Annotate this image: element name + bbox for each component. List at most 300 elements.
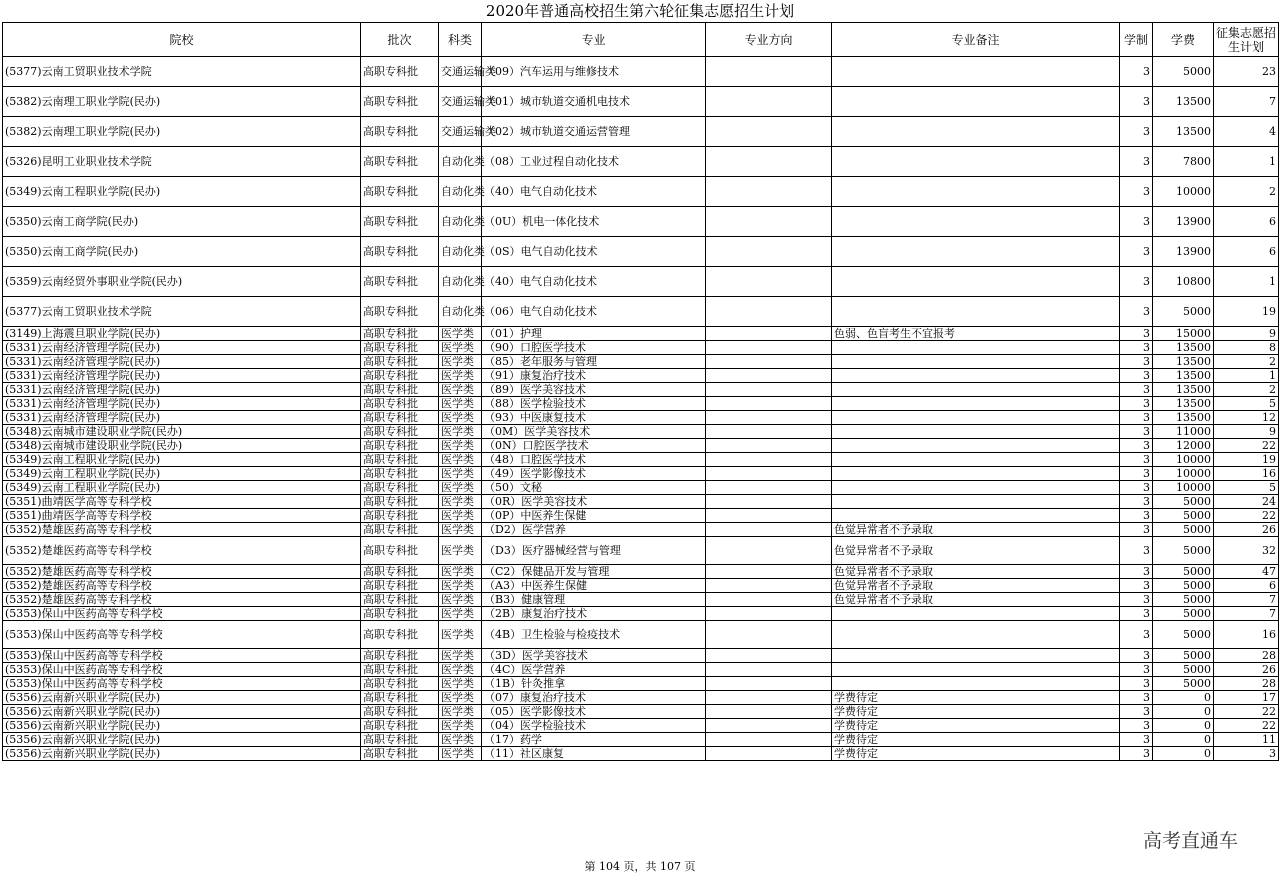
cell-category: 自动化类 <box>439 207 482 237</box>
cell-remark <box>832 237 1120 267</box>
cell-years: 3 <box>1120 705 1153 719</box>
cell-direction <box>706 621 832 649</box>
cell-category: 医学类 <box>439 481 482 495</box>
table-row <box>3 383 1279 397</box>
cell-fee: 10000 <box>1153 453 1214 467</box>
cell-remark: 色觉异常者不予录取 <box>832 579 1120 593</box>
cell-school: (5356)云南新兴职业学院(民办) <box>3 705 361 719</box>
table-row <box>3 355 1279 369</box>
cell-batch: 高职专科批 <box>361 747 439 761</box>
cell-quota: 1 <box>1214 147 1279 177</box>
table-row <box>3 649 1279 663</box>
cell-fee: 10000 <box>1153 467 1214 481</box>
cell-remark <box>832 481 1120 495</box>
cell-remark <box>832 677 1120 691</box>
cell-fee: 5000 <box>1153 649 1214 663</box>
cell-remark <box>832 453 1120 467</box>
cell-direction <box>706 57 832 87</box>
cell-major: （0R）医学美容技术 <box>482 495 706 509</box>
cell-category: 医学类 <box>439 705 482 719</box>
cell-remark <box>832 397 1120 411</box>
cell-years: 3 <box>1120 593 1153 607</box>
cell-direction <box>706 593 832 607</box>
cell-fee: 10000 <box>1153 481 1214 495</box>
cell-school: (5359)云南经贸外事职业学院(民办) <box>3 267 361 297</box>
cell-category: 医学类 <box>439 397 482 411</box>
cell-remark: 学费待定 <box>832 705 1120 719</box>
cell-direction <box>706 663 832 677</box>
cell-quota: 23 <box>1214 57 1279 87</box>
cell-years: 3 <box>1120 621 1153 649</box>
cell-quota: 11 <box>1214 733 1279 747</box>
cell-category: 医学类 <box>439 747 482 761</box>
cell-remark: 学费待定 <box>832 733 1120 747</box>
cell-direction <box>706 649 832 663</box>
cell-direction <box>706 677 832 691</box>
cell-fee: 5000 <box>1153 579 1214 593</box>
cell-batch: 高职专科批 <box>361 439 439 453</box>
cell-remark: 色弱、色盲考生不宜报考 <box>832 327 1120 341</box>
cell-school: (5377)云南工贸职业技术学院 <box>3 297 361 327</box>
table-row <box>3 467 1279 481</box>
cell-years: 3 <box>1120 565 1153 579</box>
cell-remark <box>832 207 1120 237</box>
cell-batch: 高职专科批 <box>361 537 439 565</box>
cell-quota: 2 <box>1214 355 1279 369</box>
cell-batch: 高职专科批 <box>361 327 439 341</box>
cell-school: (5352)楚雄医药高等专科学校 <box>3 523 361 537</box>
table-row <box>3 425 1279 439</box>
cell-fee: 0 <box>1153 747 1214 761</box>
cell-years: 3 <box>1120 649 1153 663</box>
cell-quota: 2 <box>1214 383 1279 397</box>
cell-category: 自动化类 <box>439 237 482 267</box>
cell-years: 3 <box>1120 147 1153 177</box>
table-row <box>3 117 1279 147</box>
cell-category: 自动化类 <box>439 297 482 327</box>
table-row <box>3 719 1279 733</box>
cell-fee: 5000 <box>1153 663 1214 677</box>
cell-fee: 13500 <box>1153 369 1214 383</box>
cell-major: （48）口腔医学技术 <box>482 453 706 467</box>
table-row <box>3 237 1279 267</box>
cell-quota: 16 <box>1214 467 1279 481</box>
cell-remark <box>832 341 1120 355</box>
cell-direction <box>706 341 832 355</box>
cell-remark <box>832 439 1120 453</box>
cell-major: （0N）口腔医学技术 <box>482 439 706 453</box>
cell-school: (5356)云南新兴职业学院(民办) <box>3 747 361 761</box>
cell-category: 医学类 <box>439 649 482 663</box>
cell-school: (5349)云南工程职业学院(民办) <box>3 481 361 495</box>
cell-direction <box>706 207 832 237</box>
cell-quota: 4 <box>1214 117 1279 147</box>
table-row <box>3 87 1279 117</box>
cell-years: 3 <box>1120 747 1153 761</box>
cell-school: (5377)云南工贸职业技术学院 <box>3 57 361 87</box>
cell-remark <box>832 267 1120 297</box>
cell-batch: 高职专科批 <box>361 621 439 649</box>
cell-category: 医学类 <box>439 369 482 383</box>
cell-quota: 1 <box>1214 267 1279 297</box>
cell-quota: 6 <box>1214 237 1279 267</box>
cell-school: (5352)楚雄医药高等专科学校 <box>3 537 361 565</box>
cell-major: （01）护理 <box>482 327 706 341</box>
cell-quota: 5 <box>1214 397 1279 411</box>
cell-school: (5331)云南经济管理学院(民办) <box>3 383 361 397</box>
cell-quota: 47 <box>1214 565 1279 579</box>
cell-quota: 3 <box>1214 747 1279 761</box>
cell-years: 3 <box>1120 467 1153 481</box>
cell-major: （07）康复治疗技术 <box>482 691 706 705</box>
cell-remark: 学费待定 <box>832 719 1120 733</box>
cell-quota: 28 <box>1214 649 1279 663</box>
cell-direction <box>706 87 832 117</box>
cell-major: （01）城市轨道交通机电技术 <box>482 87 706 117</box>
cell-batch: 高职专科批 <box>361 523 439 537</box>
cell-fee: 10800 <box>1153 267 1214 297</box>
cell-quota: 6 <box>1214 207 1279 237</box>
cell-years: 3 <box>1120 579 1153 593</box>
cell-batch: 高职专科批 <box>361 57 439 87</box>
cell-batch: 高职专科批 <box>361 355 439 369</box>
cell-batch: 高职专科批 <box>361 663 439 677</box>
cell-school: (5348)云南城市建设职业学院(民办) <box>3 439 361 453</box>
cell-major: （4B）卫生检验与检疫技术 <box>482 621 706 649</box>
cell-category: 医学类 <box>439 327 482 341</box>
cell-category: 交通运输类 <box>439 117 482 147</box>
cell-major: （C2）保健品开发与管理 <box>482 565 706 579</box>
cell-remark <box>832 117 1120 147</box>
cell-school: (5348)云南城市建设职业学院(民办) <box>3 425 361 439</box>
cell-category: 自动化类 <box>439 177 482 207</box>
cell-quota: 2 <box>1214 177 1279 207</box>
cell-remark <box>832 649 1120 663</box>
cell-quota: 22 <box>1214 509 1279 523</box>
table-row <box>3 453 1279 467</box>
cell-batch: 高职专科批 <box>361 147 439 177</box>
cell-years: 3 <box>1120 425 1153 439</box>
cell-remark <box>832 621 1120 649</box>
cell-school: (5350)云南工商学院(民办) <box>3 237 361 267</box>
cell-direction <box>706 607 832 621</box>
cell-major: （0M）医学美容技术 <box>482 425 706 439</box>
cell-fee: 0 <box>1153 691 1214 705</box>
table-row <box>3 369 1279 383</box>
cell-years: 3 <box>1120 691 1153 705</box>
cell-quota: 28 <box>1214 677 1279 691</box>
cell-years: 3 <box>1120 177 1153 207</box>
cell-major: （0S）电气自动化技术 <box>482 237 706 267</box>
cell-school: (5331)云南经济管理学院(民办) <box>3 411 361 425</box>
cell-school: (5352)楚雄医药高等专科学校 <box>3 579 361 593</box>
cell-category: 医学类 <box>439 495 482 509</box>
cell-category: 交通运输类 <box>439 57 482 87</box>
table-row <box>3 677 1279 691</box>
cell-years: 3 <box>1120 117 1153 147</box>
cell-direction <box>706 369 832 383</box>
table-row <box>3 57 1279 87</box>
cell-direction <box>706 747 832 761</box>
cell-direction <box>706 565 832 579</box>
cell-school: (5349)云南工程职业学院(民办) <box>3 453 361 467</box>
cell-fee: 0 <box>1153 719 1214 733</box>
cell-category: 医学类 <box>439 733 482 747</box>
cell-category: 医学类 <box>439 355 482 369</box>
cell-remark <box>832 369 1120 383</box>
cell-batch: 高职专科批 <box>361 495 439 509</box>
cell-direction <box>706 327 832 341</box>
cell-category: 医学类 <box>439 677 482 691</box>
cell-direction <box>706 425 832 439</box>
cell-category: 医学类 <box>439 341 482 355</box>
cell-batch: 高职专科批 <box>361 237 439 267</box>
cell-major: （40）电气自动化技术 <box>482 177 706 207</box>
cell-major: （05）医学影像技术 <box>482 705 706 719</box>
table-row <box>3 267 1279 297</box>
cell-category: 医学类 <box>439 537 482 565</box>
header-school: 院校 <box>3 23 361 57</box>
table-row <box>3 439 1279 453</box>
cell-quota: 1 <box>1214 369 1279 383</box>
cell-batch: 高职专科批 <box>361 87 439 117</box>
cell-direction <box>706 705 832 719</box>
cell-direction <box>706 453 832 467</box>
cell-major: （89）医学美容技术 <box>482 383 706 397</box>
cell-remark <box>832 147 1120 177</box>
cell-direction <box>706 733 832 747</box>
table-row <box>3 495 1279 509</box>
cell-quota: 22 <box>1214 705 1279 719</box>
table-row <box>3 207 1279 237</box>
cell-quota: 19 <box>1214 453 1279 467</box>
cell-category: 医学类 <box>439 691 482 705</box>
table-row <box>3 663 1279 677</box>
cell-direction <box>706 691 832 705</box>
cell-years: 3 <box>1120 327 1153 341</box>
cell-quota: 9 <box>1214 327 1279 341</box>
cell-years: 3 <box>1120 207 1153 237</box>
cell-quota: 32 <box>1214 537 1279 565</box>
cell-direction <box>706 267 832 297</box>
table-row <box>3 621 1279 649</box>
cell-fee: 13500 <box>1153 87 1214 117</box>
cell-direction <box>706 439 832 453</box>
cell-years: 3 <box>1120 439 1153 453</box>
cell-remark <box>832 383 1120 397</box>
cell-major: （02）城市轨道交通运营管理 <box>482 117 706 147</box>
cell-fee: 5000 <box>1153 57 1214 87</box>
cell-batch: 高职专科批 <box>361 207 439 237</box>
cell-fee: 5000 <box>1153 495 1214 509</box>
table-row <box>3 579 1279 593</box>
cell-direction <box>706 397 832 411</box>
enrollment-plan-table <box>2 22 1279 761</box>
cell-quota: 7 <box>1214 607 1279 621</box>
header-years: 学制 <box>1120 23 1153 57</box>
cell-fee: 13500 <box>1153 411 1214 425</box>
cell-quota: 22 <box>1214 439 1279 453</box>
table-row <box>3 593 1279 607</box>
cell-fee: 5000 <box>1153 607 1214 621</box>
cell-major: （49）医学影像技术 <box>482 467 706 481</box>
cell-major: （88）医学检验技术 <box>482 397 706 411</box>
cell-batch: 高职专科批 <box>361 607 439 621</box>
cell-major: （93）中医康复技术 <box>482 411 706 425</box>
cell-years: 3 <box>1120 719 1153 733</box>
cell-major: （08）工业过程自动化技术 <box>482 147 706 177</box>
cell-remark <box>832 57 1120 87</box>
cell-remark <box>832 467 1120 481</box>
cell-direction <box>706 467 832 481</box>
cell-quota: 8 <box>1214 341 1279 355</box>
cell-major: （85）老年服务与管理 <box>482 355 706 369</box>
cell-fee: 5000 <box>1153 565 1214 579</box>
cell-major: （4C）医学营养 <box>482 663 706 677</box>
cell-major: （B3）健康管理 <box>482 593 706 607</box>
cell-years: 3 <box>1120 481 1153 495</box>
table-row <box>3 523 1279 537</box>
cell-batch: 高职专科批 <box>361 593 439 607</box>
header-major: 专业 <box>482 23 706 57</box>
cell-batch: 高职专科批 <box>361 719 439 733</box>
cell-fee: 11000 <box>1153 425 1214 439</box>
cell-direction <box>706 117 832 147</box>
cell-years: 3 <box>1120 297 1153 327</box>
cell-category: 医学类 <box>439 607 482 621</box>
table-row <box>3 397 1279 411</box>
cell-fee: 5000 <box>1153 537 1214 565</box>
cell-category: 医学类 <box>439 453 482 467</box>
cell-fee: 13900 <box>1153 237 1214 267</box>
cell-years: 3 <box>1120 411 1153 425</box>
cell-school: (5352)楚雄医药高等专科学校 <box>3 565 361 579</box>
cell-batch: 高职专科批 <box>361 579 439 593</box>
table-row <box>3 747 1279 761</box>
cell-category: 医学类 <box>439 383 482 397</box>
cell-direction <box>706 719 832 733</box>
table-row <box>3 481 1279 495</box>
table-row <box>3 705 1279 719</box>
cell-school: (5351)曲靖医学高等专科学校 <box>3 509 361 523</box>
cell-major: （50）文秘 <box>482 481 706 495</box>
table-row <box>3 691 1279 705</box>
table-row <box>3 297 1279 327</box>
cell-quota: 17 <box>1214 691 1279 705</box>
cell-remark <box>832 177 1120 207</box>
cell-quota: 22 <box>1214 719 1279 733</box>
header-quota: 征集志愿招生计划 <box>1214 23 1279 57</box>
cell-major: （40）电气自动化技术 <box>482 267 706 297</box>
table-row <box>3 327 1279 341</box>
cell-fee: 5000 <box>1153 509 1214 523</box>
cell-school: (5353)保山中医药高等专科学校 <box>3 607 361 621</box>
cell-major: （2B）康复治疗技术 <box>482 607 706 621</box>
cell-category: 医学类 <box>439 719 482 733</box>
cell-batch: 高职专科批 <box>361 425 439 439</box>
cell-batch: 高职专科批 <box>361 649 439 663</box>
cell-category: 医学类 <box>439 509 482 523</box>
cell-category: 医学类 <box>439 425 482 439</box>
cell-quota: 9 <box>1214 425 1279 439</box>
cell-category: 医学类 <box>439 565 482 579</box>
cell-quota: 7 <box>1214 87 1279 117</box>
cell-school: (5353)保山中医药高等专科学校 <box>3 649 361 663</box>
cell-fee: 13500 <box>1153 355 1214 369</box>
table-row <box>3 411 1279 425</box>
cell-fee: 12000 <box>1153 439 1214 453</box>
cell-category: 医学类 <box>439 523 482 537</box>
cell-batch: 高职专科批 <box>361 297 439 327</box>
cell-fee: 7800 <box>1153 147 1214 177</box>
cell-years: 3 <box>1120 383 1153 397</box>
cell-batch: 高职专科批 <box>361 691 439 705</box>
cell-direction <box>706 579 832 593</box>
cell-remark: 色觉异常者不予录取 <box>832 593 1120 607</box>
cell-school: (5356)云南新兴职业学院(民办) <box>3 719 361 733</box>
cell-fee: 13500 <box>1153 341 1214 355</box>
cell-school: (5326)昆明工业职业技术学院 <box>3 147 361 177</box>
cell-category: 医学类 <box>439 467 482 481</box>
cell-direction <box>706 383 832 397</box>
table-row <box>3 509 1279 523</box>
cell-batch: 高职专科批 <box>361 341 439 355</box>
cell-fee: 5000 <box>1153 593 1214 607</box>
cell-major: （17）药学 <box>482 733 706 747</box>
cell-years: 3 <box>1120 87 1153 117</box>
cell-years: 3 <box>1120 397 1153 411</box>
cell-school: (5349)云南工程职业学院(民办) <box>3 177 361 207</box>
cell-fee: 5000 <box>1153 523 1214 537</box>
cell-category: 自动化类 <box>439 147 482 177</box>
cell-years: 3 <box>1120 677 1153 691</box>
cell-remark <box>832 411 1120 425</box>
cell-quota: 19 <box>1214 297 1279 327</box>
cell-batch: 高职专科批 <box>361 397 439 411</box>
cell-remark <box>832 495 1120 509</box>
cell-major: （D3）医疗器械经营与管理 <box>482 537 706 565</box>
table-row <box>3 341 1279 355</box>
cell-school: (5352)楚雄医药高等专科学校 <box>3 593 361 607</box>
header-remark: 专业备注 <box>832 23 1120 57</box>
cell-school: (5353)保山中医药高等专科学校 <box>3 621 361 649</box>
header-category: 科类 <box>439 23 482 57</box>
cell-batch: 高职专科批 <box>361 369 439 383</box>
cell-fee: 13500 <box>1153 397 1214 411</box>
cell-category: 交通运输类 <box>439 87 482 117</box>
cell-school: (5351)曲靖医学高等专科学校 <box>3 495 361 509</box>
cell-direction <box>706 411 832 425</box>
cell-school: (5331)云南经济管理学院(民办) <box>3 369 361 383</box>
watermark: 高考直通车 <box>1143 830 1239 852</box>
cell-fee: 10000 <box>1153 177 1214 207</box>
cell-remark <box>832 297 1120 327</box>
cell-remark: 色觉异常者不予录取 <box>832 537 1120 565</box>
table-row <box>3 147 1279 177</box>
cell-remark <box>832 607 1120 621</box>
cell-quota: 6 <box>1214 579 1279 593</box>
header-direction: 专业方向 <box>706 23 832 57</box>
cell-years: 3 <box>1120 495 1153 509</box>
cell-batch: 高职专科批 <box>361 467 439 481</box>
table-row <box>3 733 1279 747</box>
cell-remark: 色觉异常者不予录取 <box>832 565 1120 579</box>
cell-school: (5382)云南理工职业学院(民办) <box>3 87 361 117</box>
cell-years: 3 <box>1120 663 1153 677</box>
cell-school: (5350)云南工商学院(民办) <box>3 207 361 237</box>
cell-major: （11）社区康复 <box>482 747 706 761</box>
cell-school: (5356)云南新兴职业学院(民办) <box>3 733 361 747</box>
